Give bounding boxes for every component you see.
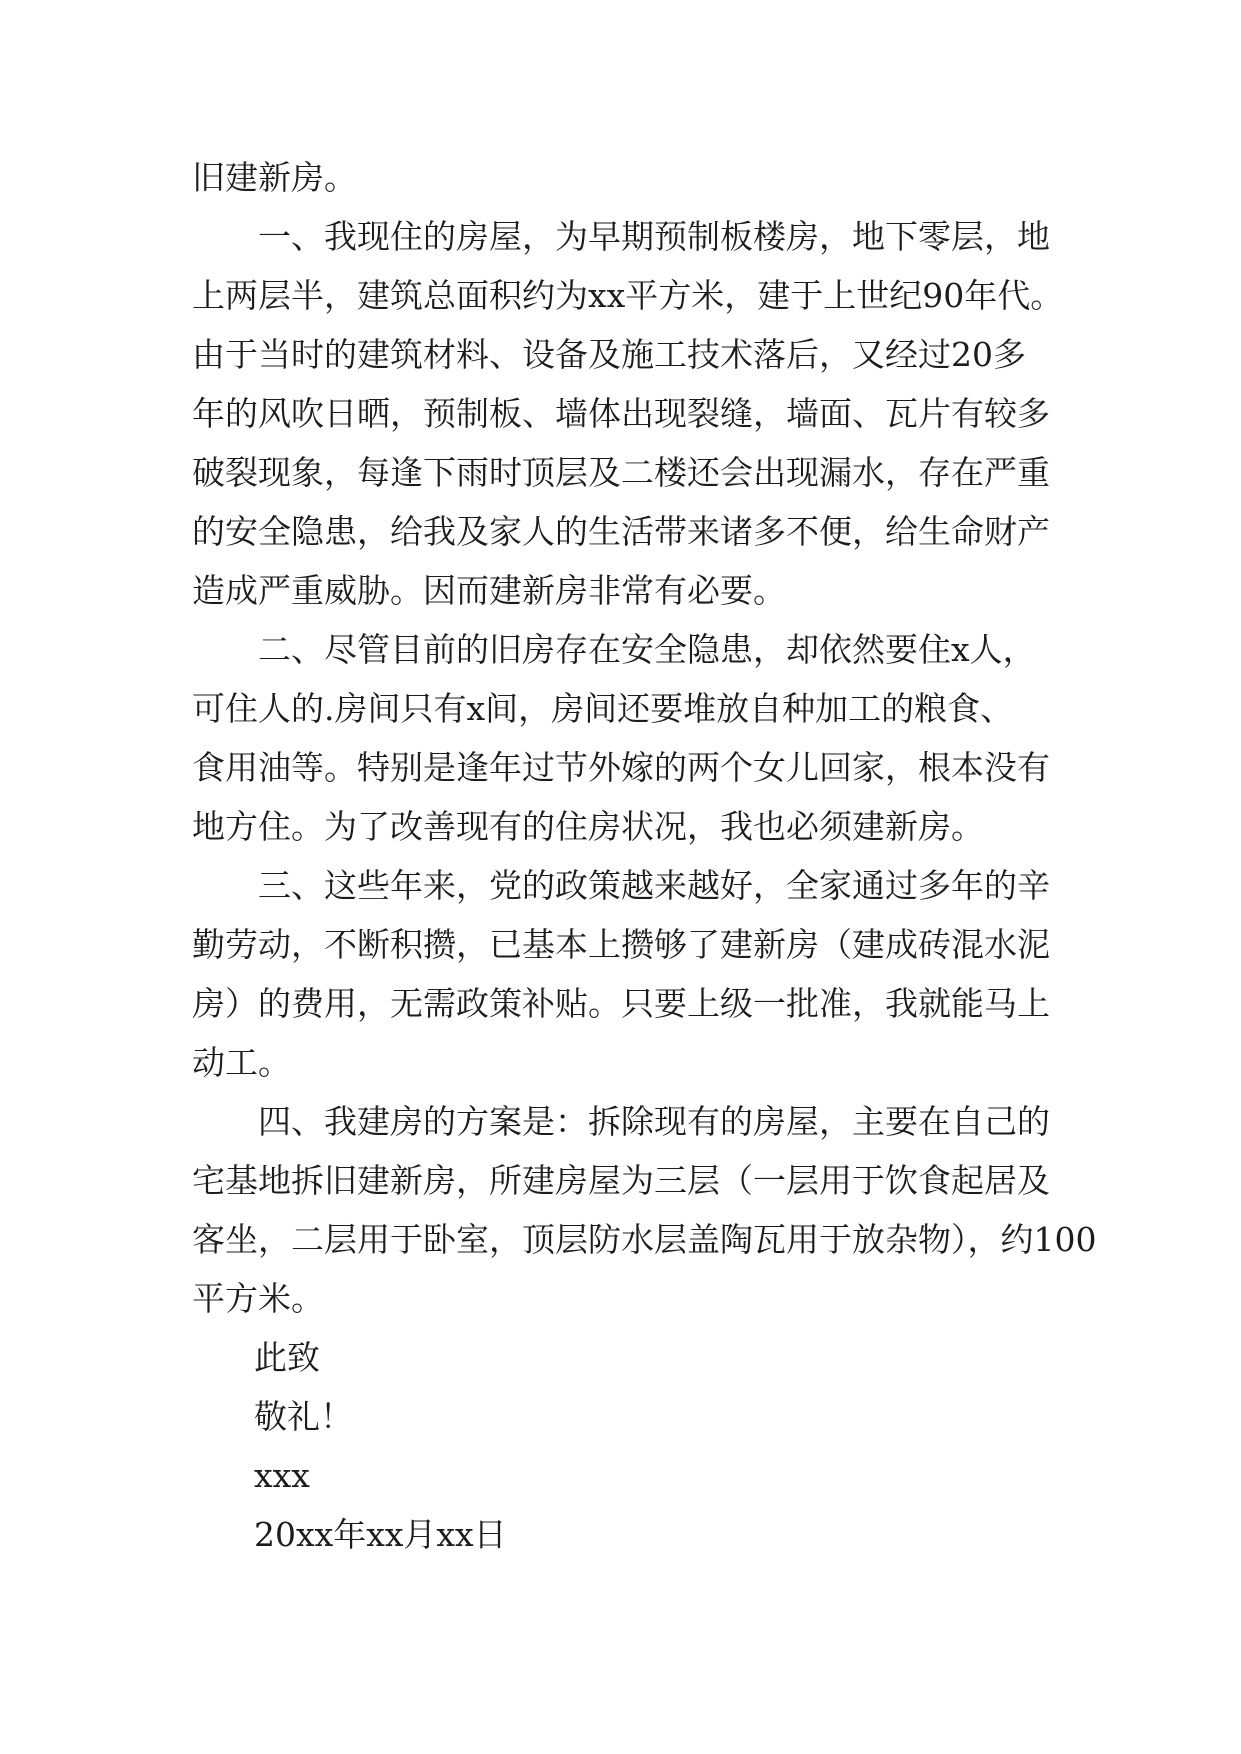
text-line: 勤劳动，不断积攒，已基本上攒够了建新房（建成砖混水泥 — [192, 925, 1050, 964]
text-line: 宅基地拆旧建新房，所建房屋为三层（一层用于饮食起居及 — [192, 1161, 1050, 1200]
text-line: 旧建新房。 — [192, 158, 357, 197]
paragraph-four — [192, 1092, 1097, 1328]
text-line: 由于当时的建筑材料、设备及施工技术落后，又经过20多 — [192, 335, 1026, 374]
text-line: 食用油等。特别是逢年过节外嫁的两个女儿回家，根本没有 — [192, 748, 1050, 787]
text-line: 房）的费用，无需政策补贴。只要上级一批准，我就能马上 — [192, 984, 1050, 1023]
text-line: 二、尽管目前的旧房存在安全隐患，却依然要住x人， — [258, 630, 1036, 669]
letter-closing — [192, 1328, 1058, 1564]
paragraph-two — [192, 620, 1058, 856]
closing-regards: 敬礼！ — [254, 1397, 353, 1436]
text-line: 破裂现象，每逢下雨时顶层及二楼还会出现漏水，存在严重 — [192, 453, 1050, 492]
paragraph-one — [192, 207, 1064, 620]
text-line: 造成严重威胁。因而建新房非常有必要。 — [192, 571, 786, 610]
date-line: 20xx年xx月xx日 — [254, 1515, 507, 1554]
text-line: 客坐，二层用于卧室，顶层防水层盖陶瓦用于放杂物），约100 — [192, 1220, 1097, 1259]
text-line: 可住人的.房间只有x间，房间还要堆放自种加工的粮食、 — [192, 689, 1014, 728]
paragraph-intro — [192, 148, 1058, 207]
text-line: 平方米。 — [192, 1279, 324, 1318]
text-line: 的安全隐患，给我及家人的生活带来诸多不便，给生命财产 — [192, 512, 1050, 551]
text-line: 上两层半，建筑总面积约为xx平方米，建于上世纪90年代。 — [192, 276, 1064, 315]
document-page — [192, 148, 1097, 1564]
text-line: 年的风吹日晒，预制板、墙体出现裂缝，墙面、瓦片有较多 — [192, 394, 1050, 433]
paragraph-three — [192, 856, 1058, 1092]
signature: xxx — [254, 1456, 310, 1495]
text-line: 一、我现住的房屋，为早期预制板楼房，地下零层，地 — [258, 217, 1050, 256]
text-line: 动工。 — [192, 1043, 291, 1082]
closing-salutation: 此致 — [254, 1338, 320, 1377]
text-line: 四、我建房的方案是：拆除现有的房屋，主要在自己的 — [258, 1102, 1050, 1141]
text-line: 地方住。为了改善现有的住房状况，我也必须建新房。 — [192, 807, 984, 846]
text-line: 三、这些年来，党的政策越来越好，全家通过多年的辛 — [258, 866, 1050, 905]
